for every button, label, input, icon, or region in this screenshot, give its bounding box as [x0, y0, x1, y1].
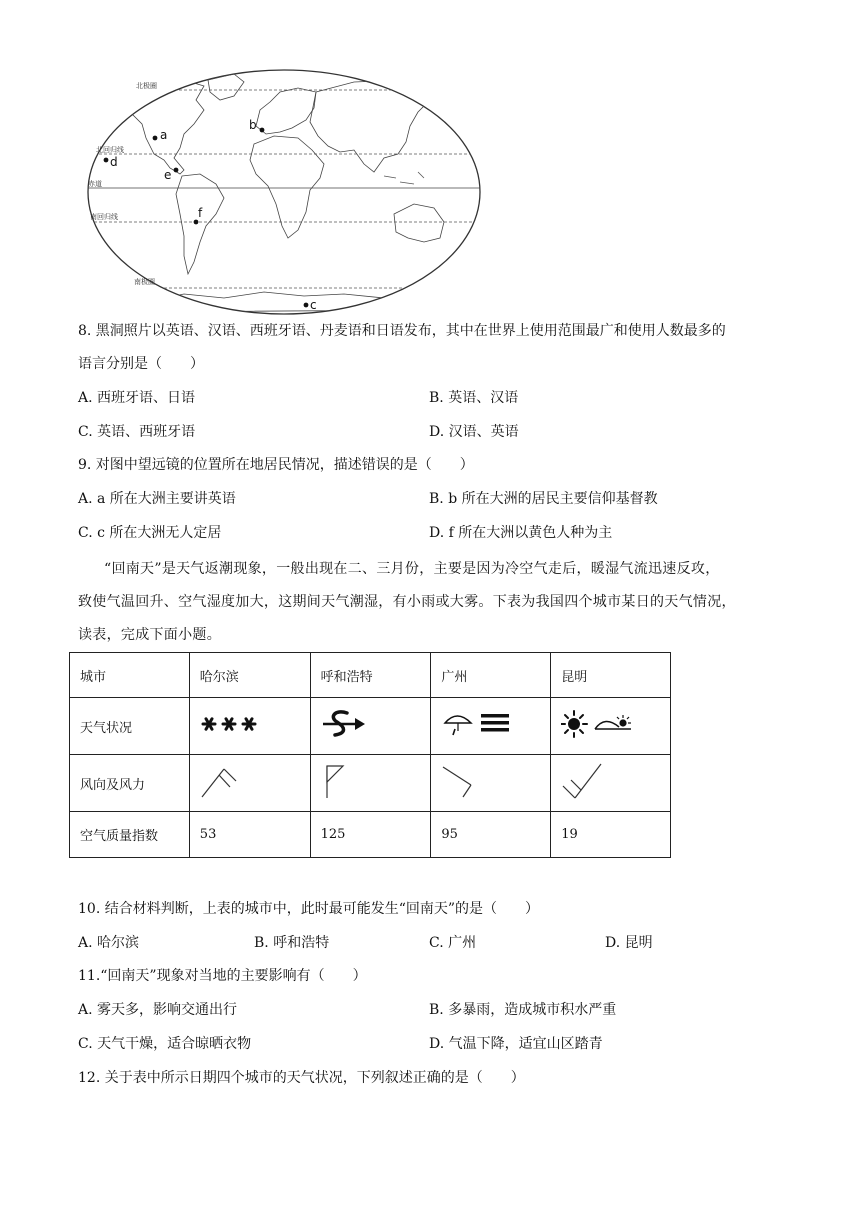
q10-option-a[interactable]: A. 哈尔滨 — [78, 935, 140, 951]
rain-and-fog-icon — [441, 709, 511, 739]
q8-stem-line1: 8. 黑洞照片以英语、汉语、西班牙语、丹麦语和日语发布，其中在世界上使用范围最广和使用人数最多的 — [78, 323, 726, 339]
cell-wind-kunming — [551, 755, 671, 812]
point-f-label: f — [198, 206, 203, 220]
cell-wind-guangzhou — [431, 755, 551, 812]
q8-stem-line2: 语言分别是（ ） — [78, 356, 204, 372]
point-f-marker — [194, 220, 199, 225]
label-equator: 赤道 — [88, 180, 102, 188]
wind-barb-icon — [561, 760, 605, 802]
point-e-marker — [174, 168, 179, 173]
weather-table — [69, 652, 671, 858]
cell-aqi-guangzhou: 95 — [431, 812, 551, 858]
point-c-marker — [304, 303, 309, 308]
q10-stem: 10. 结合材料判断，上表的城市中，此时最可能发生“回南天”的是（ ） — [78, 901, 540, 917]
q9-option-b[interactable]: B. b 所在大洲的居民主要信仰基督教 — [429, 491, 658, 507]
header-guangzhou: 广州 — [431, 653, 551, 698]
table-header-row — [70, 653, 671, 698]
wind-barb-icon — [200, 761, 242, 801]
cell-aqi-harbin: 53 — [189, 812, 310, 858]
table-row-weather — [70, 698, 671, 755]
q11-stem: 11.“回南天”现象对当地的主要影响有（ ） — [78, 968, 367, 984]
wind-barb-icon — [321, 760, 361, 802]
label-tropic-south: 南回归线 — [90, 213, 118, 221]
table-row-aqi — [70, 812, 671, 858]
header-city: 城市 — [70, 653, 190, 698]
label-weather: 天气状况 — [70, 698, 190, 755]
point-d-label: d — [110, 155, 118, 169]
snow-icon — [200, 713, 260, 735]
cell-wind-harbin — [189, 755, 310, 812]
q11-option-a[interactable]: A. 雾天多，影响交通出行 — [78, 1002, 238, 1018]
point-c-label: c — [310, 298, 317, 312]
point-b-marker — [260, 128, 265, 133]
point-a-marker — [153, 136, 158, 141]
sandstorm-icon — [321, 707, 367, 741]
q9-option-a[interactable]: A. a 所在大洲主要讲英语 — [78, 491, 236, 507]
table-row-wind — [70, 755, 671, 812]
label-arctic: 北极圈 — [136, 82, 157, 90]
q10-option-c[interactable]: C. 广州 — [429, 935, 477, 951]
cell-weather-hohhot — [310, 698, 431, 755]
q8-option-c[interactable]: C. 英语、西班牙语 — [78, 424, 196, 440]
q11-option-c[interactable]: C. 天气干燥，适合晾晒衣物 — [78, 1036, 252, 1052]
q8-option-b[interactable]: B. 英语、汉语 — [429, 390, 519, 406]
header-kunming: 昆明 — [551, 653, 671, 698]
cell-weather-harbin — [189, 698, 310, 755]
q8-option-a[interactable]: A. 西班牙语、日语 — [78, 390, 196, 406]
point-e-label: e — [164, 168, 172, 182]
label-antarctic: 南极圈 — [134, 278, 155, 286]
passage-line1: “回南天”是天气返潮现象，一般出现在二、三月份，主要是因为冷空气走后，暖湿气流迅速反攻， — [104, 561, 720, 577]
point-a-label: a — [160, 128, 168, 142]
world-map — [84, 66, 484, 318]
q10-option-d[interactable]: D. 昆明 — [605, 935, 653, 951]
header-hohhot: 呼和浩特 — [310, 653, 431, 698]
label-wind: 风向及风力 — [70, 755, 190, 812]
cell-weather-kunming — [551, 698, 671, 755]
q12-stem: 12. 关于表中所示日期四个城市的天气状况，下列叙述正确的是（ ） — [78, 1070, 525, 1086]
q9-option-d[interactable]: D. f 所在大洲以黄色人种为主 — [429, 525, 613, 541]
cell-aqi-kunming: 19 — [551, 812, 671, 858]
point-d-marker — [104, 158, 109, 163]
q11-option-d[interactable]: D. 气温下降，适宜山区踏青 — [429, 1036, 603, 1052]
cell-weather-guangzhou — [431, 698, 551, 755]
passage-line2: 致使气温回升、空气湿度加大，这期间天气潮湿，有小雨或大雾。下表为我国四个城市某日的天气情况， — [78, 594, 736, 610]
cell-aqi-hohhot: 125 — [310, 812, 431, 858]
q9-stem: 9. 对图中望远镜的位置所在地居民情况，描述错误的是（ ） — [78, 457, 474, 473]
header-harbin: 哈尔滨 — [189, 653, 310, 698]
q11-option-b[interactable]: B. 多暴雨，造成城市积水严重 — [429, 1002, 617, 1018]
q9-option-c[interactable]: C. c 所在大洲无人定居 — [78, 525, 222, 541]
point-b-label: b — [249, 118, 257, 132]
wind-barb-icon — [441, 761, 481, 801]
label-aqi: 空气质量指数 — [70, 812, 190, 858]
cell-wind-hohhot — [310, 755, 431, 812]
q10-option-b[interactable]: B. 呼和浩特 — [254, 935, 330, 951]
q8-option-d[interactable]: D. 汉语、英语 — [429, 424, 519, 440]
sunny-and-partly-cloudy-icon — [561, 709, 641, 739]
label-tropic-north: 北回归线 — [96, 146, 124, 154]
passage-line3: 读表，完成下面小题。 — [78, 627, 221, 643]
